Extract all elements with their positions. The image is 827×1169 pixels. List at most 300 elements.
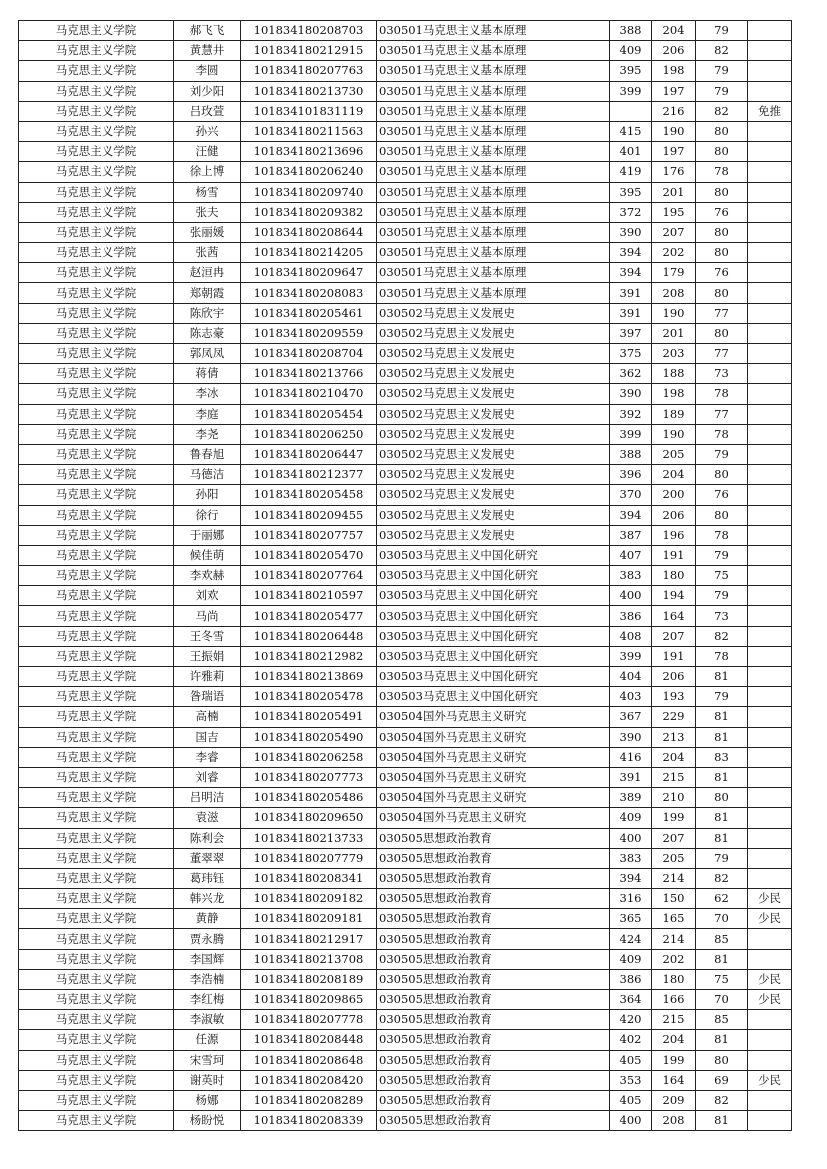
name-cell: 张丽媛 [174,222,241,242]
total-score-cell: 85 [696,929,748,949]
initial-score-cell: 399 [610,424,652,444]
total-score-cell: 80 [696,182,748,202]
initial-score-cell: 400 [610,586,652,606]
exam-id-cell: 101834180205490 [241,727,377,747]
major-cell: 030501马克思主义基本原理 [377,182,610,202]
exam-id-cell: 101834180209559 [241,323,377,343]
retest-score-cell: 216 [652,101,696,121]
retest-score-cell: 188 [652,364,696,384]
school-cell: 马克思主义学院 [19,525,174,545]
table-row [19,969,792,989]
retest-score-cell: 193 [652,687,696,707]
school-cell: 马克思主义学院 [19,969,174,989]
total-score-cell: 82 [696,101,748,121]
retest-score-cell: 191 [652,646,696,666]
table-row [19,465,792,485]
school-cell: 马克思主义学院 [19,747,174,767]
school-cell: 马克思主义学院 [19,767,174,787]
school-cell: 马克思主义学院 [19,404,174,424]
total-score-cell: 81 [696,808,748,828]
retest-score-cell: 213 [652,727,696,747]
note-cell: 少民 [748,1070,792,1090]
retest-score-cell: 195 [652,202,696,222]
school-cell: 马克思主义学院 [19,202,174,222]
note-cell [748,303,792,323]
total-score-cell: 81 [696,767,748,787]
retest-score-cell: 204 [652,1030,696,1050]
school-cell: 马克思主义学院 [19,182,174,202]
retest-score-cell: 204 [652,465,696,485]
exam-id-cell: 101834180205470 [241,545,377,565]
school-cell: 马克思主义学院 [19,586,174,606]
note-cell [748,1010,792,1030]
total-score-cell: 85 [696,1010,748,1030]
note-cell: 少民 [748,990,792,1010]
name-cell: 陈欣宇 [174,303,241,323]
name-cell: 徐上博 [174,162,241,182]
initial-score-cell: 415 [610,121,652,141]
note-cell [748,1030,792,1050]
note-cell [748,606,792,626]
retest-score-cell: 204 [652,21,696,41]
name-cell: 汪健 [174,142,241,162]
table-row [19,243,792,263]
school-cell: 马克思主义学院 [19,344,174,364]
initial-score-cell: 404 [610,667,652,687]
exam-id-cell: 101834180209181 [241,909,377,929]
note-cell [748,384,792,404]
note-cell [748,525,792,545]
retest-score-cell: 203 [652,344,696,364]
major-cell: 030505思想政治教育 [377,1010,610,1030]
school-cell: 马克思主义学院 [19,41,174,61]
note-cell [748,142,792,162]
major-cell: 030505思想政治教育 [377,909,610,929]
school-cell: 马克思主义学院 [19,606,174,626]
retest-score-cell: 210 [652,788,696,808]
table-row [19,404,792,424]
total-score-cell: 82 [696,41,748,61]
table-row [19,707,792,727]
major-cell: 030505思想政治教育 [377,828,610,848]
school-cell: 马克思主义学院 [19,243,174,263]
exam-id-cell: 101834180212982 [241,646,377,666]
exam-id-cell: 101834180205478 [241,687,377,707]
note-cell [748,121,792,141]
major-cell: 030505思想政治教育 [377,1030,610,1050]
initial-score-cell: 367 [610,707,652,727]
initial-score-cell: 372 [610,202,652,222]
name-cell: 许雅莉 [174,667,241,687]
school-cell: 马克思主义学院 [19,909,174,929]
name-cell: 郝飞飞 [174,21,241,41]
exam-id-cell: 101834180208289 [241,1090,377,1110]
retest-score-cell: 229 [652,707,696,727]
exam-id-cell: 101834180207763 [241,61,377,81]
table-row [19,606,792,626]
name-cell: 张夫 [174,202,241,222]
school-cell: 马克思主义学院 [19,424,174,444]
total-score-cell: 83 [696,747,748,767]
major-cell: 030502马克思主义发展史 [377,344,610,364]
table-row [19,263,792,283]
exam-id-cell: 101834180209382 [241,202,377,222]
major-cell: 030501马克思主义基本原理 [377,263,610,283]
initial-score-cell: 409 [610,808,652,828]
exam-id-cell: 101834180212917 [241,929,377,949]
total-score-cell: 77 [696,404,748,424]
major-cell: 030502马克思主义发展史 [377,465,610,485]
major-cell: 030502马克思主义发展史 [377,364,610,384]
table-row [19,767,792,787]
name-cell: 韩兴龙 [174,889,241,909]
note-cell [748,707,792,727]
retest-score-cell: 202 [652,949,696,969]
major-cell: 030505思想政治教育 [377,1090,610,1110]
total-score-cell: 81 [696,1030,748,1050]
initial-score-cell: 400 [610,828,652,848]
exam-id-cell: 101834180208189 [241,969,377,989]
retest-score-cell: 199 [652,808,696,828]
initial-score-cell: 403 [610,687,652,707]
total-score-cell: 79 [696,21,748,41]
note-cell [748,41,792,61]
name-cell: 昝瑞语 [174,687,241,707]
initial-score-cell: 407 [610,545,652,565]
retest-score-cell: 150 [652,889,696,909]
retest-score-cell: 166 [652,990,696,1010]
major-cell: 030503马克思主义中国化研究 [377,606,610,626]
note-cell [748,646,792,666]
school-cell: 马克思主义学院 [19,21,174,41]
exam-id-cell: 101834180207764 [241,566,377,586]
note-cell: 少民 [748,969,792,989]
note-cell [748,61,792,81]
exam-id-cell: 101834180209740 [241,182,377,202]
major-cell: 030501马克思主义基本原理 [377,81,610,101]
major-cell: 030502马克思主义发展史 [377,525,610,545]
school-cell: 马克思主义学院 [19,646,174,666]
initial-score-cell: 420 [610,1010,652,1030]
school-cell: 马克思主义学院 [19,949,174,969]
name-cell: 刘少阳 [174,81,241,101]
note-cell [748,566,792,586]
initial-score-cell: 397 [610,323,652,343]
retest-score-cell: 198 [652,61,696,81]
school-cell: 马克思主义学院 [19,465,174,485]
note-cell [748,222,792,242]
note-cell [748,687,792,707]
name-cell: 高楠 [174,707,241,727]
name-cell: 袁滋 [174,808,241,828]
retest-score-cell: 180 [652,566,696,586]
note-cell [748,182,792,202]
school-cell: 马克思主义学院 [19,303,174,323]
name-cell: 吕玫萱 [174,101,241,121]
major-cell: 030505思想政治教育 [377,1111,610,1131]
retest-score-cell: 199 [652,1050,696,1070]
initial-score-cell: 409 [610,949,652,969]
total-score-cell: 78 [696,424,748,444]
school-cell: 马克思主义学院 [19,990,174,1010]
note-cell [748,162,792,182]
table-row [19,889,792,909]
total-score-cell: 81 [696,667,748,687]
total-score-cell: 75 [696,566,748,586]
name-cell: 王冬雪 [174,626,241,646]
exam-id-cell: 101834180206250 [241,424,377,444]
table-row [19,525,792,545]
total-score-cell: 80 [696,222,748,242]
major-cell: 030501马克思主义基本原理 [377,243,610,263]
table-row [19,444,792,464]
initial-score-cell: 316 [610,889,652,909]
major-cell: 030505思想政治教育 [377,990,610,1010]
total-score-cell: 69 [696,1070,748,1090]
note-cell [748,788,792,808]
total-score-cell: 79 [696,545,748,565]
table-body [19,21,792,1131]
total-score-cell: 82 [696,626,748,646]
exam-id-cell: 101834180214205 [241,243,377,263]
note-cell [748,767,792,787]
table-row [19,222,792,242]
exam-id-cell: 101834180210597 [241,586,377,606]
note-cell [748,949,792,969]
name-cell: 郑朝霞 [174,283,241,303]
note-cell [748,202,792,222]
table-row [19,929,792,949]
note-cell [748,404,792,424]
initial-score-cell [610,101,652,121]
retest-score-cell: 197 [652,81,696,101]
initial-score-cell: 405 [610,1050,652,1070]
note-cell [748,323,792,343]
initial-score-cell: 395 [610,182,652,202]
retest-score-cell: 190 [652,121,696,141]
retest-score-cell: 176 [652,162,696,182]
table-row [19,868,792,888]
note-cell: 免推 [748,101,792,121]
exam-id-cell: 101834180213730 [241,81,377,101]
table-row [19,182,792,202]
exam-id-cell: 101834180208083 [241,283,377,303]
table-row [19,687,792,707]
table-row [19,949,792,969]
name-cell: 谢英时 [174,1070,241,1090]
retest-score-cell: 207 [652,828,696,848]
total-score-cell: 80 [696,505,748,525]
exam-id-cell: 101834180209647 [241,263,377,283]
total-score-cell: 76 [696,202,748,222]
major-cell: 030505思想政治教育 [377,929,610,949]
table-row [19,303,792,323]
note-cell [748,747,792,767]
table-row [19,566,792,586]
name-cell: 徐行 [174,505,241,525]
exam-id-cell: 101834180212377 [241,465,377,485]
table-row [19,364,792,384]
total-score-cell: 79 [696,687,748,707]
retest-score-cell: 191 [652,545,696,565]
initial-score-cell: 364 [610,990,652,1010]
school-cell: 马克思主义学院 [19,101,174,121]
name-cell: 李睿 [174,747,241,767]
total-score-cell: 82 [696,1090,748,1110]
school-cell: 马克思主义学院 [19,61,174,81]
exam-id-cell: 101834180213766 [241,364,377,384]
name-cell: 陈利会 [174,828,241,848]
total-score-cell: 82 [696,868,748,888]
initial-score-cell: 362 [610,364,652,384]
initial-score-cell: 394 [610,243,652,263]
major-cell: 030504国外马克思主义研究 [377,767,610,787]
exam-id-cell: 101834180213708 [241,949,377,969]
total-score-cell: 73 [696,606,748,626]
table-row [19,202,792,222]
initial-score-cell: 391 [610,767,652,787]
table-row [19,1010,792,1030]
initial-score-cell: 419 [610,162,652,182]
exam-id-cell: 101834180210470 [241,384,377,404]
retest-score-cell: 206 [652,41,696,61]
table-row [19,424,792,444]
exam-id-cell: 101834180208339 [241,1111,377,1131]
exam-id-cell: 101834180208704 [241,344,377,364]
total-score-cell: 81 [696,949,748,969]
table-row [19,81,792,101]
retest-score-cell: 200 [652,485,696,505]
retest-score-cell: 202 [652,243,696,263]
school-cell: 马克思主义学院 [19,727,174,747]
exam-id-cell: 101834180212915 [241,41,377,61]
major-cell: 030501马克思主义基本原理 [377,222,610,242]
major-cell: 030501马克思主义基本原理 [377,283,610,303]
school-cell: 马克思主义学院 [19,81,174,101]
school-cell: 马克思主义学院 [19,545,174,565]
school-cell: 马克思主义学院 [19,121,174,141]
school-cell: 马克思主义学院 [19,929,174,949]
initial-score-cell: 400 [610,1111,652,1131]
initial-score-cell: 390 [610,222,652,242]
retest-score-cell: 164 [652,1070,696,1090]
school-cell: 马克思主义学院 [19,384,174,404]
exam-id-cell: 101834180209182 [241,889,377,909]
school-cell: 马克思主义学院 [19,566,174,586]
name-cell: 吕明洁 [174,788,241,808]
initial-score-cell: 409 [610,41,652,61]
retest-score-cell: 180 [652,969,696,989]
major-cell: 030503马克思主义中国化研究 [377,566,610,586]
note-cell [748,828,792,848]
initial-score-cell: 388 [610,21,652,41]
exam-id-cell: 101834180213869 [241,667,377,687]
note-cell [748,727,792,747]
initial-score-cell: 395 [610,61,652,81]
name-cell: 贾永腾 [174,929,241,949]
total-score-cell: 79 [696,444,748,464]
major-cell: 030505思想政治教育 [377,868,610,888]
school-cell: 马克思主义学院 [19,1111,174,1131]
exam-id-cell: 101834180209455 [241,505,377,525]
total-score-cell: 80 [696,1050,748,1070]
total-score-cell: 81 [696,828,748,848]
school-cell: 马克思主义学院 [19,1090,174,1110]
name-cell: 郭凤凤 [174,344,241,364]
initial-score-cell: 399 [610,81,652,101]
name-cell: 候佳萌 [174,545,241,565]
name-cell: 董翠翠 [174,848,241,868]
table-row [19,323,792,343]
name-cell: 张茜 [174,243,241,263]
school-cell: 马克思主义学院 [19,788,174,808]
name-cell: 刘欢 [174,586,241,606]
total-score-cell: 77 [696,344,748,364]
total-score-cell: 78 [696,162,748,182]
school-cell: 马克思主义学院 [19,808,174,828]
total-score-cell: 81 [696,707,748,727]
total-score-cell: 70 [696,909,748,929]
exam-id-cell: 101834180213733 [241,828,377,848]
name-cell: 李庭 [174,404,241,424]
note-cell [748,424,792,444]
note-cell [748,465,792,485]
total-score-cell: 79 [696,61,748,81]
retest-score-cell: 201 [652,182,696,202]
exam-id-cell: 101834180205477 [241,606,377,626]
major-cell: 030504国外马克思主义研究 [377,707,610,727]
exam-id-cell: 101834180205454 [241,404,377,424]
name-cell: 孙兴 [174,121,241,141]
retest-score-cell: 190 [652,303,696,323]
major-cell: 030504国外马克思主义研究 [377,747,610,767]
table-row [19,1050,792,1070]
retest-score-cell: 201 [652,323,696,343]
table-row [19,505,792,525]
note-cell [748,1090,792,1110]
total-score-cell: 80 [696,788,748,808]
initial-score-cell: 390 [610,727,652,747]
initial-score-cell: 353 [610,1070,652,1090]
table-row [19,162,792,182]
name-cell: 李浩楠 [174,969,241,989]
note-cell [748,364,792,384]
table-row [19,747,792,767]
retest-score-cell: 205 [652,848,696,868]
table-row [19,545,792,565]
note-cell [748,283,792,303]
name-cell: 于丽娜 [174,525,241,545]
school-cell: 马克思主义学院 [19,889,174,909]
major-cell: 030505思想政治教育 [377,949,610,969]
table-row [19,121,792,141]
table-row [19,101,792,121]
table-row [19,344,792,364]
school-cell: 马克思主义学院 [19,142,174,162]
name-cell: 陈志豪 [174,323,241,343]
exam-id-cell: 101834180208644 [241,222,377,242]
exam-id-cell: 101834180206448 [241,626,377,646]
retest-score-cell: 214 [652,929,696,949]
retest-score-cell: 207 [652,222,696,242]
name-cell: 任源 [174,1030,241,1050]
major-cell: 030503马克思主义中国化研究 [377,545,610,565]
name-cell: 李冰 [174,384,241,404]
name-cell: 李国辉 [174,949,241,969]
major-cell: 030505思想政治教育 [377,1070,610,1090]
note-cell: 少民 [748,889,792,909]
total-score-cell: 80 [696,142,748,162]
